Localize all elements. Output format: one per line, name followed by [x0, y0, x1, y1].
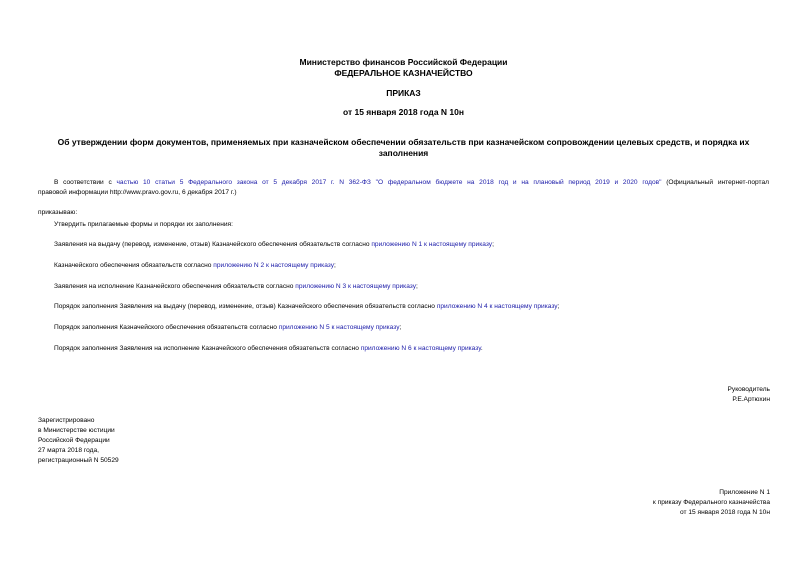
- preamble-prefix: В соответствии с: [54, 179, 112, 186]
- document-date-number: от 15 января 2018 года N 10н: [342, 107, 464, 117]
- signature-name: Р.Е.Артюхин: [732, 396, 770, 403]
- list-item: Заявления на исполнение Казначейского обеспечения обязательств согласно приложению N 3 к настоящему приказу;: [54, 283, 418, 290]
- list-item: Заявления на выдачу (перевод, изменение, отзыв) Казначейского обеспечения обязательств согласно приложению N 1 к настоящему приказу;: [54, 241, 494, 248]
- appendix-3-link[interactable]: приложению N 3 к настоящему приказу: [295, 283, 417, 290]
- list-item: Порядок заполнения Казначейского обеспечения обязательств согласно приложению N 5 к настоящему приказу;: [54, 324, 402, 331]
- list-item: Порядок заполнения Заявления на выдачу (перевод, изменение, отзыв) Казначейского обеспечения обязательств согласно приложению N 4 к настоящему приказу;: [54, 303, 560, 310]
- registration-line3: Российской Федерации: [38, 437, 110, 444]
- preamble-suffix: (Официальный интернет-портал: [666, 179, 769, 186]
- registration-number: регистрационный N 50529: [38, 457, 119, 464]
- appendix-1-link[interactable]: приложению N 1 к настоящему приказу: [371, 241, 493, 248]
- preamble-line1: [54, 178, 769, 188]
- appendix-5-link[interactable]: приложению N 5 к настоящему приказу: [278, 324, 400, 331]
- order-word: приказываю:: [38, 209, 78, 216]
- document-title-line1: Об утверждении форм документов, применяемых при казначейском обеспечении обязательств при казначейском сопровождении целевых средств, и порядка их: [57, 137, 750, 147]
- approve-statement: Утвердить прилагаемые формы и порядки их заполнения:: [54, 221, 233, 228]
- ministry-name: Министерство финансов Российской Федерации: [299, 57, 508, 67]
- appendix-order-date: от 15 января 2018 года N 10н: [679, 509, 770, 516]
- preamble-line2: правовой информации http://www.pravo.gov.ru, 6 декабря 2017 г.): [38, 189, 237, 196]
- appendix-order-ref: к приказу Федерального казначейства: [652, 499, 770, 506]
- document-type: ПРИКАЗ: [386, 88, 421, 98]
- registration-line1: Зарегистрировано: [38, 417, 95, 424]
- appendix-2-link[interactable]: приложению N 2 к настоящему приказу: [213, 262, 335, 269]
- document-title-line2: заполнения: [378, 148, 429, 158]
- list-item: Порядок заполнения Заявления на исполнение Казначейского обеспечения обязательств согласно приложению N 6 к настоящему приказу.: [54, 345, 483, 352]
- appendix-4-link[interactable]: приложению N 4 к настоящему приказу: [436, 303, 558, 310]
- agency-name: ФЕДЕРАЛЬНОЕ КАЗНАЧЕЙСТВО: [334, 68, 473, 78]
- appendix-title: Приложение N 1: [719, 489, 770, 496]
- appendix-6-link[interactable]: приложению N 6 к настоящему приказу: [360, 345, 481, 352]
- registration-line2: в Министерстве юстиции: [38, 427, 115, 434]
- signature-position: Руководитель: [727, 386, 770, 393]
- list-item: Казначейского обеспечения обязательств согласно приложению N 2 к настоящему приказу;: [54, 262, 336, 269]
- registration-date: 27 марта 2018 года,: [38, 447, 99, 454]
- federal-law-link[interactable]: частью 10 статьи 5 Федерального закона от 5 декабря 2017 г. N 362-ФЗ "О федеральном бюджете на 2018 год и на плановый период 2019 и 2020 годов": [116, 179, 662, 186]
